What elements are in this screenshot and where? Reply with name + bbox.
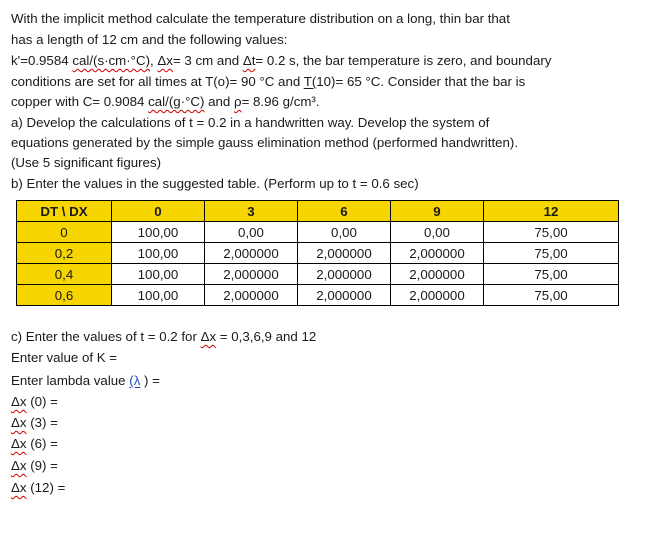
intro-line-5 <box>11 93 320 111</box>
table-row <box>17 243 619 264</box>
delta-x-symbol: Δx <box>11 436 27 451</box>
dx-prompt-6 <box>11 435 58 453</box>
text-fragment: = 0,3,6,9 and 12 <box>216 329 317 344</box>
header-x3: 3 <box>205 201 298 222</box>
header-dt-dx: DT \ DX <box>17 201 112 222</box>
row-time: 0,6 <box>17 285 112 306</box>
part-a-line-1: a) Develop the calculations of t = 0.2 in a handwritten way. Develop the system of <box>11 115 490 130</box>
delta-x-symbol: Δx <box>11 480 27 495</box>
text-fragment: conditions are set for all times at T(o)= 90 °C and <box>11 74 304 89</box>
delta-x-symbol: Δx <box>11 394 27 409</box>
table-cell[interactable]: 75,00 <box>484 264 619 285</box>
row-time: 0,2 <box>17 243 112 264</box>
table-cell[interactable]: 100,00 <box>112 264 205 285</box>
table-row <box>17 222 619 243</box>
units-heat-capacity: cal/(g·°C) <box>148 94 205 109</box>
text-fragment: c) Enter the values of t = 0.2 for <box>11 329 201 344</box>
units-conductivity: cal/(s·cm·°C) <box>72 53 151 68</box>
dx-label: (3) = <box>26 415 58 430</box>
intro-line-2: has a length of 12 cm and the following values: <box>11 32 288 47</box>
table-cell[interactable]: 0,00 <box>298 222 391 243</box>
part-a-line-3: (Use 5 significant figures) <box>11 155 162 170</box>
dx-prompt-0 <box>11 393 58 411</box>
text-fragment: k'=0.9584 <box>11 53 73 68</box>
delta-x-symbol: Δx <box>11 415 27 430</box>
text-fragment: , <box>150 53 158 68</box>
intro-line-3 <box>11 52 551 70</box>
header-x9: 9 <box>391 201 484 222</box>
dx-prompt-3 <box>11 414 58 432</box>
text-fragment: = 0.2 s, the bar temperature is zero, and boundary <box>255 53 552 68</box>
lambda-value-prompt <box>11 372 160 390</box>
text-fragment: ) = <box>140 373 160 388</box>
table-cell[interactable]: 2,000000 <box>205 264 298 285</box>
intro-line-1: With the implicit method calculate the temperature distribution on a long, thin bar that <box>11 11 510 26</box>
delta-t-symbol: Δt <box>242 53 256 68</box>
table-cell[interactable]: 75,00 <box>484 285 619 306</box>
dx-prompt-9 <box>11 457 58 475</box>
table-cell[interactable]: 100,00 <box>112 222 205 243</box>
row-time: 0 <box>17 222 112 243</box>
header-x0: 0 <box>112 201 205 222</box>
table-header-row <box>17 201 619 222</box>
part-c-line-1 <box>11 328 316 346</box>
dx-label: (6) = <box>26 436 58 451</box>
dx-label: (12) = <box>26 480 66 495</box>
table-cell[interactable]: 100,00 <box>112 285 205 306</box>
row-time: 0,4 <box>17 264 112 285</box>
text-fragment: copper with C= 0.9084 <box>11 94 149 109</box>
text-fragment: 10)= 65 °C. Consider that the bar is <box>316 74 526 89</box>
dx-prompt-12 <box>11 479 65 497</box>
table-cell[interactable]: 2,000000 <box>298 243 391 264</box>
k-value-prompt: Enter value of K = <box>11 350 118 365</box>
table-cell[interactable]: 75,00 <box>484 222 619 243</box>
dx-label: (0) = <box>26 394 58 409</box>
table-cell[interactable]: 2,000000 <box>205 285 298 306</box>
delta-x-symbol: Δx <box>200 329 217 344</box>
table-row <box>17 264 619 285</box>
header-x6: 6 <box>298 201 391 222</box>
table-cell[interactable]: 2,000000 <box>391 243 484 264</box>
table-row <box>17 285 619 306</box>
boundary-symbol: T( <box>303 74 317 89</box>
part-a-line-2: equations generated by the simple gauss elimination method (performed handwritten). <box>11 135 519 150</box>
rho-symbol: ρ <box>234 94 242 109</box>
header-x12: 12 <box>484 201 619 222</box>
delta-x-symbol: Δx <box>11 458 27 473</box>
text-fragment: = 3 cm and <box>172 53 243 68</box>
table-cell[interactable]: 0,00 <box>205 222 298 243</box>
table-cell[interactable]: 100,00 <box>112 243 205 264</box>
dx-label: (9) = <box>26 458 58 473</box>
results-table <box>16 200 619 306</box>
table-cell[interactable]: 75,00 <box>484 243 619 264</box>
table-cell[interactable]: 0,00 <box>391 222 484 243</box>
text-fragment: Enter lambda value <box>11 373 130 388</box>
text-fragment: and <box>204 94 234 109</box>
intro-line-4 <box>11 73 525 91</box>
table-cell[interactable]: 2,000000 <box>205 243 298 264</box>
table-cell[interactable]: 2,000000 <box>391 285 484 306</box>
table-cell[interactable]: 2,000000 <box>391 264 484 285</box>
part-b-line-1: b) Enter the values in the suggested table. (Perform up to t = 0.6 sec) <box>11 176 419 191</box>
table-cell[interactable]: 2,000000 <box>298 264 391 285</box>
lambda-symbol: (λ <box>129 373 141 388</box>
table-cell[interactable]: 2,000000 <box>298 285 391 306</box>
text-fragment: = 8.96 g/cm³. <box>241 94 320 109</box>
delta-x-symbol: Δx <box>157 53 173 68</box>
